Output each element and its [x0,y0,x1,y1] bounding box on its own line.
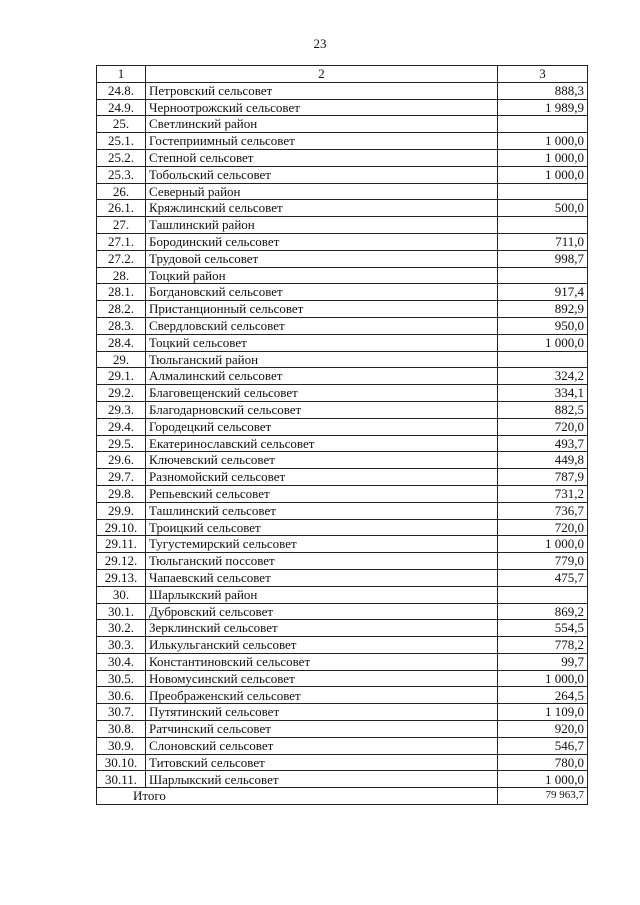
row-amount [498,183,588,200]
row-name: Светлинский район [146,116,498,133]
row-number: 29.2. [97,385,146,402]
table-row [97,149,588,166]
page-number: 23 [313,36,327,51]
row-name: Репьевский сельсовет [146,485,498,502]
row-amount [498,116,588,133]
row-number: 28.4. [97,334,146,351]
row-name: Благовещенский сельсовет [146,385,498,402]
row-name: Тоцкий район [146,267,498,284]
row-amount: 99,7 [498,653,588,670]
row-number: 29.12. [97,553,146,570]
table-row [97,469,588,486]
row-amount: 888,3 [498,82,588,99]
row-amount: 787,9 [498,469,588,486]
table-row [97,687,588,704]
row-name: Северный район [146,183,498,200]
row-amount: 334,1 [498,385,588,402]
row-name: Новомусинский сельсовет [146,670,498,687]
table-row [97,183,588,200]
row-number: 29.13. [97,569,146,586]
row-name: Тюльганский поссовет [146,553,498,570]
table-row [97,317,588,334]
row-amount: 1 000,0 [498,670,588,687]
row-number: 30.9. [97,737,146,754]
row-name: Трудовой сельсовет [146,250,498,267]
row-name: Ташлинский район [146,217,498,234]
total-row [97,788,588,805]
table-row [97,485,588,502]
table-row [97,553,588,570]
row-number: 29. [97,351,146,368]
table-row [97,233,588,250]
row-number: 29.4. [97,418,146,435]
row-amount: 998,7 [498,250,588,267]
row-number: 29.9. [97,502,146,519]
row-amount: 1 000,0 [498,166,588,183]
row-number: 29.3. [97,401,146,418]
row-name: Дубровский сельсовет [146,603,498,620]
row-number: 24.8. [97,82,146,99]
row-name: Шарлыкский сельсовет [146,771,498,788]
table-row [97,721,588,738]
row-number: 25. [97,116,146,133]
table-row [97,452,588,469]
table-row [97,569,588,586]
row-amount: 917,4 [498,284,588,301]
row-name: Петровский сельсовет [146,82,498,99]
row-name: Титовский сельсовет [146,754,498,771]
row-number: 28.3. [97,317,146,334]
row-amount: 546,7 [498,737,588,754]
table-row [97,586,588,603]
row-name: Пристанционный сельсовет [146,301,498,318]
row-name: Ташлинский сельсовет [146,502,498,519]
table-row [97,99,588,116]
row-amount: 780,0 [498,754,588,771]
row-name: Екатеринославский сельсовет [146,435,498,452]
row-number: 29.5. [97,435,146,452]
row-number: 29.11. [97,536,146,553]
row-number: 26.1. [97,200,146,217]
row-number: 29.10. [97,519,146,536]
table-row [97,166,588,183]
total-label: Итого [97,788,498,805]
row-name: Городецкий сельсовет [146,418,498,435]
table-row [97,385,588,402]
row-number: 30.8. [97,721,146,738]
row-name: Степной сельсовет [146,149,498,166]
row-name: Ратчинский сельсовет [146,721,498,738]
row-amount: 950,0 [498,317,588,334]
row-amount: 1 109,0 [498,704,588,721]
column-header-amount: 3 [498,66,588,83]
row-name: Кряжлинский сельсовет [146,200,498,217]
row-name: Гостеприимный сельсовет [146,133,498,150]
table-row [97,519,588,536]
table-row [97,603,588,620]
row-number: 25.2. [97,149,146,166]
table-row [97,653,588,670]
row-amount [498,586,588,603]
row-number: 27.1. [97,233,146,250]
row-amount: 1 989,9 [498,99,588,116]
row-amount: 720,0 [498,519,588,536]
row-number: 30.5. [97,670,146,687]
table-row [97,502,588,519]
row-amount: 736,7 [498,502,588,519]
table-row [97,670,588,687]
row-amount: 1 000,0 [498,133,588,150]
table-row [97,536,588,553]
row-number: 30.2. [97,620,146,637]
table-row [97,351,588,368]
row-number: 28.1. [97,284,146,301]
row-amount: 892,9 [498,301,588,318]
row-number: 29.1. [97,368,146,385]
row-name: Черноотрожский сельсовет [146,99,498,116]
row-number: 26. [97,183,146,200]
row-number: 30.7. [97,704,146,721]
row-number: 30. [97,586,146,603]
row-number: 27. [97,217,146,234]
table-row [97,637,588,654]
column-header-number: 1 [97,66,146,83]
row-name: Благодарновский сельсовет [146,401,498,418]
row-amount: 1 000,0 [498,149,588,166]
row-amount: 1 000,0 [498,334,588,351]
row-number: 24.9. [97,99,146,116]
row-amount: 493,7 [498,435,588,452]
row-amount: 500,0 [498,200,588,217]
row-number: 30.11. [97,771,146,788]
table-row [97,301,588,318]
row-name: Путятинский сельсовет [146,704,498,721]
table-row [97,435,588,452]
row-name: Алмалинский сельсовет [146,368,498,385]
allocation-table [96,65,588,805]
row-name: Ключевский сельсовет [146,452,498,469]
row-amount: 869,2 [498,603,588,620]
table-row [97,217,588,234]
row-amount: 554,5 [498,620,588,637]
row-name: Шарлыкский район [146,586,498,603]
row-amount: 720,0 [498,418,588,435]
row-name: Разномойский сельсовет [146,469,498,486]
total-amount: 79 963,7 [498,788,588,805]
table-row [97,401,588,418]
table-row [97,737,588,754]
row-amount: 449,8 [498,452,588,469]
row-amount: 1 000,0 [498,771,588,788]
table-row [97,754,588,771]
row-name: Свердловский сельсовет [146,317,498,334]
row-amount: 324,2 [498,368,588,385]
row-amount: 920,0 [498,721,588,738]
row-name: Бородинский сельсовет [146,233,498,250]
row-name: Богдановский сельсовет [146,284,498,301]
row-amount [498,351,588,368]
row-name: Тугустемирский сельсовет [146,536,498,553]
table-row [97,368,588,385]
row-name: Преображенский сельсовет [146,687,498,704]
row-number: 28.2. [97,301,146,318]
row-amount: 778,2 [498,637,588,654]
row-number: 25.3. [97,166,146,183]
row-amount: 779,0 [498,553,588,570]
table-row [97,82,588,99]
table-row [97,418,588,435]
row-number: 25.1. [97,133,146,150]
table-row [97,133,588,150]
row-amount [498,217,588,234]
table-row [97,771,588,788]
row-name: Слоновский сельсовет [146,737,498,754]
row-amount [498,267,588,284]
row-amount: 882,5 [498,401,588,418]
table-row [97,200,588,217]
row-amount: 731,2 [498,485,588,502]
table-row [97,620,588,637]
table-row [97,116,588,133]
column-header-name: 2 [146,66,498,83]
row-number: 30.1. [97,603,146,620]
row-amount: 1 000,0 [498,536,588,553]
row-name: Тоцкий сельсовет [146,334,498,351]
row-number: 29.7. [97,469,146,486]
table-body [97,66,588,805]
row-number: 29.8. [97,485,146,502]
table-row [97,284,588,301]
row-number: 30.4. [97,653,146,670]
table-row [97,704,588,721]
row-amount: 475,7 [498,569,588,586]
row-amount: 264,5 [498,687,588,704]
table-row [97,267,588,284]
row-number: 29.6. [97,452,146,469]
row-name: Троицкий сельсовет [146,519,498,536]
table-row [97,334,588,351]
row-name: Зерклинский сельсовет [146,620,498,637]
row-amount: 711,0 [498,233,588,250]
row-name: Илькульганский сельсовет [146,637,498,654]
table-row [97,250,588,267]
row-number: 27.2. [97,250,146,267]
row-number: 30.6. [97,687,146,704]
row-name: Константиновский сельсовет [146,653,498,670]
row-number: 28. [97,267,146,284]
table-header-row [97,66,588,83]
row-name: Тобольский сельсовет [146,166,498,183]
row-name: Чапаевский сельсовет [146,569,498,586]
row-number: 30.10. [97,754,146,771]
row-number: 30.3. [97,637,146,654]
row-name: Тюльганский район [146,351,498,368]
